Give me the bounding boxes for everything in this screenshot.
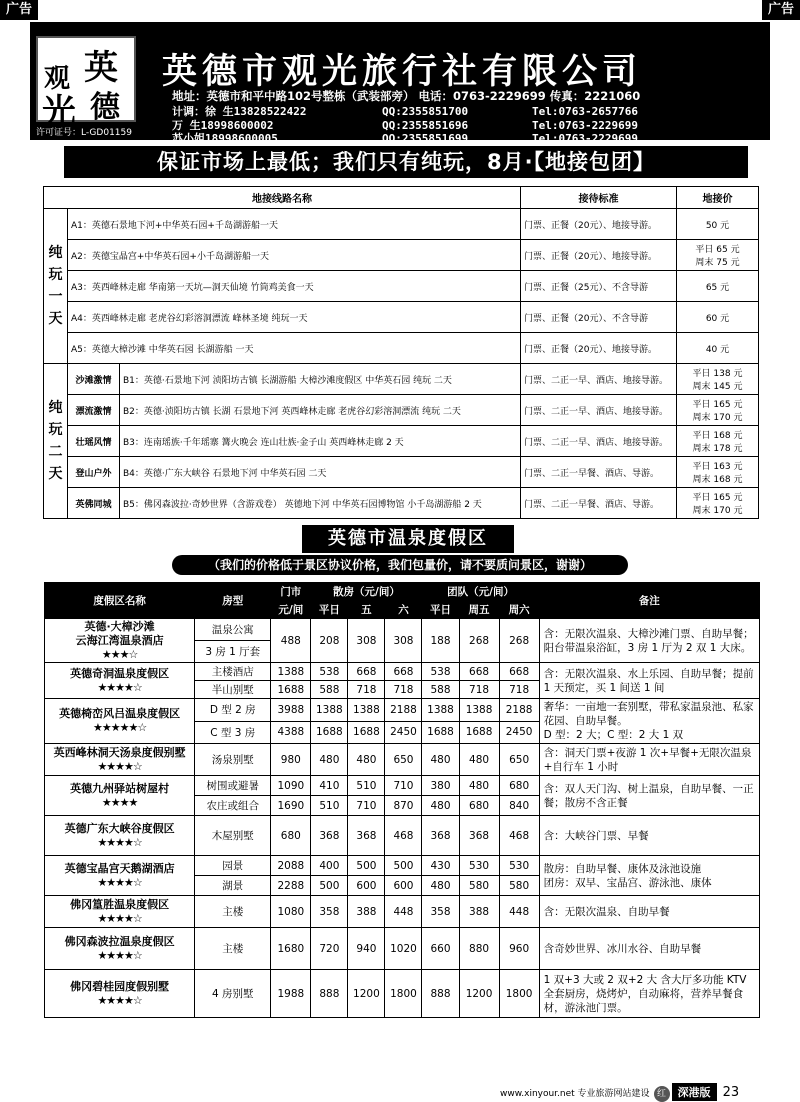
- route-price: 平日 165 元 周末 170 元: [677, 488, 759, 519]
- resort-row: [45, 744, 760, 776]
- route-name: A1：英德石景地下河+中华英石园+千岛湖游船一天: [68, 209, 521, 240]
- tour-row: [44, 488, 759, 519]
- promo-banner: 保证市场上最低；我们只有纯玩，8月·【地接包团】: [64, 146, 748, 178]
- star-rating-icon: ★★★★☆: [97, 835, 142, 849]
- price-gate: 1388: [271, 663, 311, 681]
- header-resort-name: 度假区名称: [45, 583, 195, 619]
- route-standard: 门票、二正一早餐、酒店、导游。: [521, 457, 677, 488]
- resort-cell: [45, 896, 195, 928]
- category-two-day: 纯玩二天: [44, 364, 68, 519]
- resort-row: [45, 816, 760, 856]
- route-name: B1：英德·石景地下河 浈阳坊古镇 长湖游船 大樟沙滩度假区 中华英石园 纯玩 二天: [120, 364, 521, 395]
- header-group-weekday: 平日: [422, 601, 459, 619]
- price-p1: 510: [311, 796, 348, 816]
- room-type: D 型 2 房: [195, 699, 271, 722]
- room-type: 4 房别墅: [195, 970, 271, 1018]
- price-g2: 718: [459, 681, 499, 699]
- price-p1: 1688: [311, 721, 348, 744]
- price-g2: 680: [459, 796, 499, 816]
- tour-table: [43, 186, 759, 519]
- route-price: 平日 138 元 周末 145 元: [677, 364, 759, 395]
- resort-row: [45, 776, 760, 796]
- price-p1: 480: [311, 744, 348, 776]
- price-g1: 368: [422, 816, 459, 856]
- header-sat: 六: [385, 601, 422, 619]
- route-theme: 壮瑶风情: [68, 426, 120, 457]
- star-rating-icon: ★★★★☆: [97, 759, 142, 773]
- resort-row: [45, 619, 760, 641]
- route-standard: 门票、二正一早餐、酒店、导游。: [521, 488, 677, 519]
- route-price: 50 元: [677, 209, 759, 240]
- room-type: 主楼酒店: [195, 663, 271, 681]
- resort-note: 含：无限次温泉、水上乐园、自助早餐；提前 1 天预定，买 1 间送 1 间: [539, 663, 759, 699]
- price-g1: 1388: [422, 699, 459, 722]
- price-g3: 1800: [499, 970, 539, 1018]
- price-g1: 480: [422, 796, 459, 816]
- route-name: A2：英德宝晶宫+中华英石园+小千岛湖游船一天: [68, 240, 521, 271]
- price-g2: 580: [459, 876, 499, 896]
- header-group: 团队（元/间）: [422, 583, 539, 601]
- price-g3: 2450: [499, 721, 539, 744]
- route-name: B3：连南瑶族·千年瑶寨 篝火晚会 连山壮族·金子山 英西峰林走廊 2 天: [120, 426, 521, 457]
- price-p3: 870: [385, 796, 422, 816]
- resort-note: 散房：自助早餐、康体及泳池设施 团房：双早、宝晶宫、游泳池、康体: [539, 856, 759, 896]
- spa-section-note: （我们的价格低于景区协议价格，我们包量价，请不要质问景区，谢谢）: [172, 555, 628, 575]
- resort-cell: [45, 744, 195, 776]
- header-price: 地接价: [677, 187, 759, 209]
- resort-note: 含：无限次温泉、大樟沙滩门票、自助早餐；阳台带温泉浴缸，3 房 1 厅为 2 双 1 大床。: [539, 619, 759, 663]
- route-name: A3：英西峰林走廊 华南第一天坑—洞天仙境 竹筒鸡美食一天: [68, 271, 521, 302]
- header-room-type: 房型: [195, 583, 271, 619]
- tour-row: [44, 364, 759, 395]
- price-p1: 208: [311, 619, 348, 663]
- star-rating-icon: ★★★★☆: [97, 875, 142, 889]
- price-p3: 2188: [385, 699, 422, 722]
- price-p3: 468: [385, 816, 422, 856]
- price-g3: 468: [499, 816, 539, 856]
- price-g3: 680: [499, 776, 539, 796]
- resort-name: 英德奇洞温泉度假区: [70, 666, 170, 680]
- price-gate: 488: [271, 619, 311, 663]
- route-price: 65 元: [677, 271, 759, 302]
- resort-name: 英德宝晶宫天鹅湖酒店: [64, 861, 175, 875]
- footer-site: www.xinyour.net 专业旅游网站建设: [500, 1089, 650, 1099]
- price-g1: 1688: [422, 721, 459, 744]
- price-p1: 538: [311, 663, 348, 681]
- header-fri: 五: [348, 601, 385, 619]
- star-rating-icon: ★★★☆: [101, 647, 138, 661]
- price-p2: 668: [348, 663, 385, 681]
- route-price: 平日 168 元 周末 178 元: [677, 426, 759, 457]
- price-p3: 650: [385, 744, 422, 776]
- address: 地址：英德市和平中路102号整栋（武装部旁） 电话：0763-2229699 传真：2221060: [172, 89, 641, 103]
- header-gate: 门市: [271, 583, 311, 601]
- logo-char-3: 光: [42, 92, 76, 132]
- route-standard: 门票、二正一早、酒店、地接导游。: [521, 395, 677, 426]
- logo-char-4: 德: [90, 90, 120, 125]
- price-g3: 448: [499, 896, 539, 928]
- room-type: 温泉公寓: [195, 619, 271, 641]
- room-type: 农庄或组合: [195, 796, 271, 816]
- price-p3: 1800: [385, 970, 422, 1018]
- room-type: 汤泉别墅: [195, 744, 271, 776]
- price-g3: 650: [499, 744, 539, 776]
- route-standard: 门票、二正一早、酒店、地接导游。: [521, 426, 677, 457]
- header-loose: 散房（元/间）: [311, 583, 422, 601]
- spa-table: [44, 582, 760, 1018]
- price-g1: 888: [422, 970, 459, 1018]
- contact-name: 苏小姐18998600005: [172, 132, 278, 145]
- resort-note: 奢华：一亩地一套别墅，带私家温泉池、私家花园、自助早餐。 D 型：2 大；C 型：2 大 1 双: [539, 699, 759, 744]
- room-type: 园景: [195, 856, 271, 876]
- price-g1: 188: [422, 619, 459, 663]
- resort-cell: [45, 928, 195, 970]
- contact-qq: QQ:2355851699: [382, 132, 469, 145]
- route-price: 60 元: [677, 302, 759, 333]
- price-p2: 1688: [348, 721, 385, 744]
- price-p1: 1388: [311, 699, 348, 722]
- price-g1: 660: [422, 928, 459, 970]
- route-standard: 门票、正餐（20元）、地接导游。: [521, 240, 677, 271]
- contact-row: [172, 130, 638, 146]
- price-g2: 368: [459, 816, 499, 856]
- logo: [36, 36, 136, 132]
- star-rating-icon: ★★★★★☆: [93, 721, 147, 734]
- resort-note: 含：双人天门沟、树上温泉，自助早餐、一正餐；散房不含正餐: [539, 776, 759, 816]
- price-g1: 480: [422, 744, 459, 776]
- route-name: B2：英德·浈阳坊古镇 长湖 石景地下河 英西峰林走廊 老虎谷幻彩溶洞漂流 纯玩 二天: [120, 395, 521, 426]
- price-g1: 538: [422, 663, 459, 681]
- route-theme: 沙滩激情: [68, 364, 120, 395]
- footer-edition: 深港版: [672, 1083, 717, 1101]
- price-gate: 3988: [271, 699, 311, 722]
- price-gate: 680: [271, 816, 311, 856]
- price-g2: 1688: [459, 721, 499, 744]
- price-gate: 2088: [271, 856, 311, 876]
- resort-cell: [45, 970, 195, 1018]
- price-gate: 2288: [271, 876, 311, 896]
- price-g2: 668: [459, 663, 499, 681]
- resort-name: 佛冈碧桂园度假别墅: [70, 979, 170, 993]
- price-p3: 710: [385, 776, 422, 796]
- route-standard: 门票、二正一早、酒店、地接导游。: [521, 364, 677, 395]
- price-g3: 268: [499, 619, 539, 663]
- price-p2: 1200: [348, 970, 385, 1018]
- price-p3: 448: [385, 896, 422, 928]
- price-g1: 480: [422, 876, 459, 896]
- tour-row: [44, 457, 759, 488]
- price-p1: 368: [311, 816, 348, 856]
- route-name: A4：英西峰林走廊 老虎谷幻彩溶洞漂流 峰林圣境 纯玩一天: [68, 302, 521, 333]
- resort-name: 英西峰林洞天汤泉度假别墅: [53, 745, 186, 759]
- contact-tel: Tel:0763-2229699: [532, 132, 638, 145]
- logo-char-2: 英: [84, 48, 118, 88]
- route-standard: 门票、正餐（25元）、不含导游: [521, 271, 677, 302]
- star-rating-icon: ★★★★☆: [97, 911, 142, 925]
- star-rating-icon: ★★★★☆: [97, 993, 142, 1007]
- contact-qq: QQ:2355851696: [382, 119, 469, 132]
- resort-name: 佛冈篁胜温泉度假区: [70, 897, 170, 911]
- price-p2: 368: [348, 816, 385, 856]
- price-g3: 2188: [499, 699, 539, 722]
- route-standard: 门票、正餐（20元）、地接导游。: [521, 333, 677, 364]
- price-p3: 1020: [385, 928, 422, 970]
- header: [30, 22, 770, 145]
- price-g2: 1200: [459, 970, 499, 1018]
- resort-row: [45, 856, 760, 876]
- footer-badge: 红: [654, 1086, 670, 1102]
- price-gate: 1090: [271, 776, 311, 796]
- resort-cell: [45, 856, 195, 896]
- price-p1: 410: [311, 776, 348, 796]
- ad-label-left: 广告: [0, 0, 38, 20]
- footer: [500, 1083, 739, 1102]
- route-price: 平日 65 元 周末 75 元: [677, 240, 759, 271]
- price-p2: 510: [348, 776, 385, 796]
- resort-name: 英德椅峦风吕温泉度假区: [59, 707, 181, 720]
- price-g2: 1388: [459, 699, 499, 722]
- resort-name: 英德·大樟沙滩 云海江湾温泉酒店: [75, 619, 164, 647]
- resort-cell: [45, 776, 195, 816]
- price-g1: 380: [422, 776, 459, 796]
- room-type: C 型 3 房: [195, 721, 271, 744]
- route-name: A5：英德大樟沙滩 中华英石园 长湖游船 一天: [68, 333, 521, 364]
- price-g3: 718: [499, 681, 539, 699]
- contact-tel: Tel:0763-2229699: [532, 119, 638, 132]
- company-name: 英德市观光旅行社有限公司: [162, 52, 643, 92]
- price-g1: 358: [422, 896, 459, 928]
- resort-cell: [45, 663, 195, 699]
- price-g2: 480: [459, 744, 499, 776]
- tour-row: [44, 426, 759, 457]
- price-gate: 1688: [271, 681, 311, 699]
- price-g1: 588: [422, 681, 459, 699]
- price-gate: 1080: [271, 896, 311, 928]
- route-price: 平日 163 元 周末 168 元: [677, 457, 759, 488]
- header-note: 备注: [539, 583, 759, 619]
- price-p2: 600: [348, 876, 385, 896]
- license-number: 许可证号：L-GD01159: [36, 128, 132, 138]
- tour-row: [44, 302, 759, 333]
- contact-qq: QQ:2355851700: [382, 105, 469, 118]
- route-name: B4：英德·广东大峡谷 石景地下河 中华英石园 二天: [120, 457, 521, 488]
- route-price: 平日 165 元 周末 170 元: [677, 395, 759, 426]
- route-standard: 门票、正餐（20元）、地接导游。: [521, 209, 677, 240]
- price-gate: 1680: [271, 928, 311, 970]
- price-p1: 358: [311, 896, 348, 928]
- price-p2: 480: [348, 744, 385, 776]
- resort-name: 英德九州驿站树屋村: [70, 781, 170, 795]
- logo-char-1: 观: [44, 64, 71, 94]
- room-type: 3 房 1 厅套: [195, 641, 271, 663]
- resort-note: 含：洞天门票+夜游 1 次+早餐+无限次温泉+自行车 1 小时: [539, 744, 759, 776]
- header-group-fri: 周五: [459, 601, 499, 619]
- ad-label-right: 广告: [762, 0, 800, 20]
- price-g3: 530: [499, 856, 539, 876]
- price-p3: 718: [385, 681, 422, 699]
- category-one-day: 纯玩一天: [44, 209, 68, 364]
- spa-section-title: 英德市温泉度假区: [302, 525, 514, 553]
- price-p3: 2450: [385, 721, 422, 744]
- header-weekday: 平日: [311, 601, 348, 619]
- header-route: 地接线路名称: [44, 187, 521, 209]
- tour-row: [44, 395, 759, 426]
- price-g1: 430: [422, 856, 459, 876]
- room-type: 湖景: [195, 876, 271, 896]
- tour-row: [44, 333, 759, 364]
- resort-row: [45, 928, 760, 970]
- price-gate: 1690: [271, 796, 311, 816]
- price-p1: 588: [311, 681, 348, 699]
- room-type: 主楼: [195, 928, 271, 970]
- price-g3: 580: [499, 876, 539, 896]
- resort-cell: [45, 619, 195, 663]
- price-g3: 960: [499, 928, 539, 970]
- tour-row: [44, 271, 759, 302]
- room-type: 树围或避暑: [195, 776, 271, 796]
- tour-row: [44, 209, 759, 240]
- price-gate: 980: [271, 744, 311, 776]
- resort-note: 含：无限次温泉、自助早餐: [539, 896, 759, 928]
- price-g2: 480: [459, 776, 499, 796]
- resort-row: [45, 896, 760, 928]
- price-p1: 720: [311, 928, 348, 970]
- resort-cell: [45, 699, 195, 744]
- price-gate: 4388: [271, 721, 311, 744]
- price-g2: 530: [459, 856, 499, 876]
- contact-name: 计调：徐 生13828522422: [172, 105, 307, 118]
- price-p1: 400: [311, 856, 348, 876]
- resort-name: 佛冈森波拉温泉度假区: [64, 934, 175, 948]
- room-type: 主楼: [195, 896, 271, 928]
- price-p2: 710: [348, 796, 385, 816]
- room-type: 半山别墅: [195, 681, 271, 699]
- price-p3: 668: [385, 663, 422, 681]
- price-p2: 500: [348, 856, 385, 876]
- price-p1: 500: [311, 876, 348, 896]
- price-g2: 880: [459, 928, 499, 970]
- resort-note: 1 双+3 大或 2 双+2 大 含大厅多功能 KTV 全套厨房，烧烤炉，自动麻将，营养早餐食材，游泳池门票。: [539, 970, 759, 1018]
- room-type: 木屋别墅: [195, 816, 271, 856]
- resort-note: 含：大峡谷门票、早餐: [539, 816, 759, 856]
- resort-row: [45, 699, 760, 722]
- star-rating-icon: ★★★★☆: [97, 680, 142, 694]
- route-price: 40 元: [677, 333, 759, 364]
- resort-cell: [45, 816, 195, 856]
- price-p2: 718: [348, 681, 385, 699]
- price-p2: 1388: [348, 699, 385, 722]
- resort-row: [45, 970, 760, 1018]
- route-standard: 门票、正餐（20元）、不含导游: [521, 302, 677, 333]
- price-p1: 888: [311, 970, 348, 1018]
- price-g3: 840: [499, 796, 539, 816]
- price-g3: 668: [499, 663, 539, 681]
- header-group-sat: 周六: [499, 601, 539, 619]
- price-g2: 268: [459, 619, 499, 663]
- price-g2: 388: [459, 896, 499, 928]
- route-theme: 漂流激情: [68, 395, 120, 426]
- price-p2: 940: [348, 928, 385, 970]
- route-name: B5：佛冈森波拉·奇妙世界（含游戏卷） 英德地下河 中华英石园博物馆 小千岛湖游船 2 天: [120, 488, 521, 519]
- contact-name: 万 生18998600002: [172, 119, 274, 132]
- header-standard: 接待标准: [521, 187, 677, 209]
- price-p3: 308: [385, 619, 422, 663]
- route-theme: 登山户外: [68, 457, 120, 488]
- route-theme: 英佛同城: [68, 488, 120, 519]
- price-gate: 1988: [271, 970, 311, 1018]
- resort-name: 英德广东大峡谷度假区: [64, 821, 175, 835]
- star-rating-icon: ★★★★☆: [97, 948, 142, 962]
- star-rating-icon: ★★★★: [101, 795, 138, 809]
- price-p3: 500: [385, 856, 422, 876]
- resort-row: [45, 663, 760, 681]
- contact-tel: Tel:0763-2657766: [532, 105, 638, 118]
- price-p2: 308: [348, 619, 385, 663]
- price-p2: 388: [348, 896, 385, 928]
- page-number: 23: [722, 1085, 740, 1100]
- header-gate-unit: 元/间: [271, 601, 311, 619]
- resort-note: 含奇妙世界、冰川水谷、自助早餐: [539, 928, 759, 970]
- price-p3: 600: [385, 876, 422, 896]
- tour-row: [44, 240, 759, 271]
